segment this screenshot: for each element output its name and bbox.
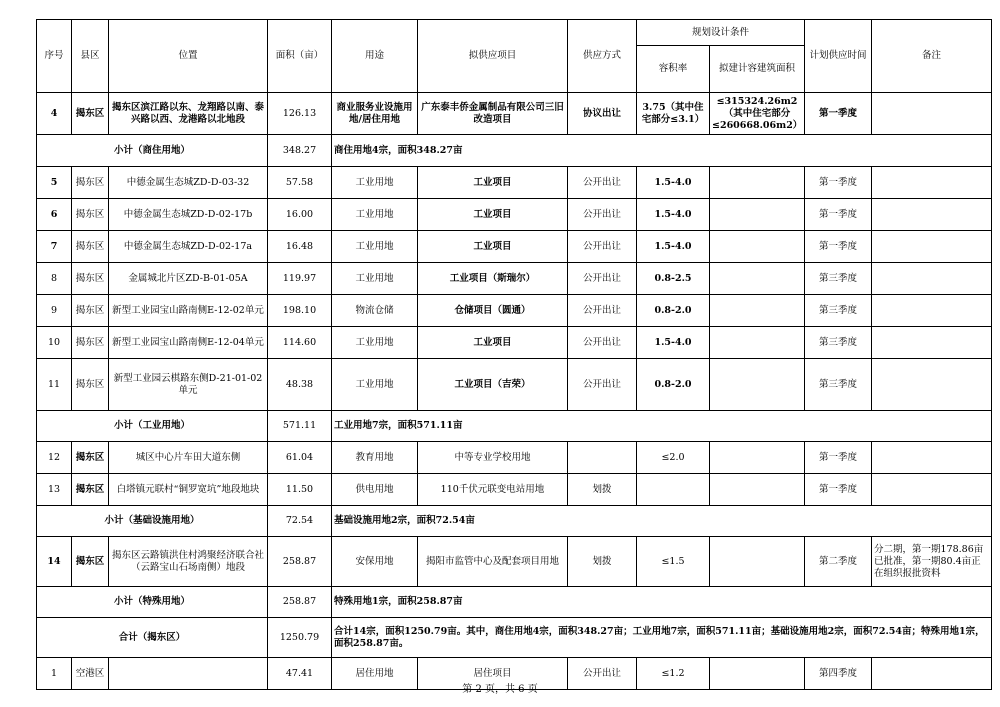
cell-remark xyxy=(872,327,992,359)
cell-location: 新型工业园云棋路东侧D-21-01-02单元 xyxy=(109,359,268,411)
cell-usage: 物流仓储 xyxy=(332,295,418,327)
table-row xyxy=(37,295,992,327)
table-row xyxy=(37,359,992,411)
cell-supply: 划拨 xyxy=(568,537,637,587)
cell-time: 第一季度 xyxy=(805,442,872,474)
header-row xyxy=(37,20,992,46)
header-area: 面积（亩） xyxy=(268,20,332,93)
cell-project: 居住项目 xyxy=(418,658,568,690)
cell-gfa xyxy=(710,537,805,587)
cell-seq: 6 xyxy=(37,199,72,231)
cell-far: 1.5-4.0 xyxy=(637,327,710,359)
cell-seq: 5 xyxy=(37,167,72,199)
cell-location: 揭东区滨江路以东、龙翔路以南、泰兴路以西、龙港路以北地段 xyxy=(109,93,268,135)
cell-usage: 安保用地 xyxy=(332,537,418,587)
cell-far: ≤2.0 xyxy=(637,442,710,474)
cell-project: 工业项目 xyxy=(418,327,568,359)
cell-far: ≤1.2 xyxy=(637,658,710,690)
cell-area: 47.41 xyxy=(268,658,332,690)
cell-seq: 8 xyxy=(37,263,72,295)
header-time: 计划供应时间 xyxy=(805,20,872,93)
cell-seq: 14 xyxy=(37,537,72,587)
cell-location: 中德金属生态城ZD-D-02-17b xyxy=(109,199,268,231)
header-far: 容积率 xyxy=(637,46,710,93)
cell-location: 金属城北片区ZD-B-01-05A xyxy=(109,263,268,295)
header-county: 县区 xyxy=(72,20,109,93)
cell-county: 揭东区 xyxy=(72,231,109,263)
cell-time: 第一季度 xyxy=(805,167,872,199)
cell-area: 61.04 xyxy=(268,442,332,474)
cell-location: 中德金属生态城ZD-D-03-32 xyxy=(109,167,268,199)
cell-area: 119.97 xyxy=(268,263,332,295)
cell-gfa xyxy=(710,474,805,506)
header-location: 位置 xyxy=(109,20,268,93)
cell-time: 第一季度 xyxy=(805,199,872,231)
cell-remark xyxy=(872,359,992,411)
cell-usage: 居住用地 xyxy=(332,658,418,690)
subtotal-summary: 特殊用地1宗，面积258.87亩 xyxy=(332,587,992,618)
cell-time: 第一季度 xyxy=(805,93,872,135)
cell-seq: 13 xyxy=(37,474,72,506)
cell-seq: 12 xyxy=(37,442,72,474)
subtotal-area: 348.27 xyxy=(268,135,332,167)
cell-usage: 工业用地 xyxy=(332,359,418,411)
cell-far: 3.75（其中住宅部分≤3.1） xyxy=(637,93,710,135)
cell-usage: 工业用地 xyxy=(332,231,418,263)
land-supply-table xyxy=(36,19,992,690)
table-row xyxy=(37,537,992,587)
cell-location: 白塔镇元联村“铜罗宽坑”地段地块 xyxy=(109,474,268,506)
subtotal-label: 合计（揭东区） xyxy=(37,618,268,658)
cell-seq: 10 xyxy=(37,327,72,359)
cell-time: 第三季度 xyxy=(805,263,872,295)
cell-county: 揭东区 xyxy=(72,359,109,411)
cell-remark xyxy=(872,442,992,474)
subtotal-label: 小计（基础设施用地） xyxy=(37,506,268,537)
table-row xyxy=(37,199,992,231)
cell-remark xyxy=(872,93,992,135)
cell-project: 揭阳市监管中心及配套项目用地 xyxy=(418,537,568,587)
table-row xyxy=(37,93,992,135)
cell-remark xyxy=(872,474,992,506)
table-row xyxy=(37,167,992,199)
cell-supply: 公开出让 xyxy=(568,359,637,411)
subtotal-summary: 商住用地4宗，面积348.27亩 xyxy=(332,135,992,167)
cell-area: 48.38 xyxy=(268,359,332,411)
cell-area: 16.48 xyxy=(268,231,332,263)
cell-location: 中德金属生态城ZD-D-02-17a xyxy=(109,231,268,263)
cell-remark xyxy=(872,199,992,231)
cell-county: 揭东区 xyxy=(72,327,109,359)
cell-gfa xyxy=(710,263,805,295)
table-row xyxy=(37,442,992,474)
cell-supply: 协议出让 xyxy=(568,93,637,135)
cell-area: 57.58 xyxy=(268,167,332,199)
cell-county: 空港区 xyxy=(72,658,109,690)
subtotal-label: 小计（特殊用地） xyxy=(37,587,268,618)
header-supply: 供应方式 xyxy=(568,20,637,93)
cell-time: 第四季度 xyxy=(805,658,872,690)
cell-supply: 公开出让 xyxy=(568,327,637,359)
subtotal-summary: 合计14宗，面积1250.79亩。其中，商住用地4宗，面积348.27亩；工业用地7宗，面积571.11亩；基础设施用地2宗，面积72.54亩；特殊用地1宗，面积258.87亩。 xyxy=(332,618,992,658)
table-row xyxy=(37,474,992,506)
cell-area: 11.50 xyxy=(268,474,332,506)
subtotal-row xyxy=(37,506,992,537)
cell-far xyxy=(637,474,710,506)
cell-usage: 供电用地 xyxy=(332,474,418,506)
cell-location: 新型工业园宝山路南侧E-12-02单元 xyxy=(109,295,268,327)
cell-usage: 工业用地 xyxy=(332,263,418,295)
cell-project: 广东泰丰侨金属制品有限公司三旧改造项目 xyxy=(418,93,568,135)
cell-seq: 9 xyxy=(37,295,72,327)
subtotal-label: 小计（商住用地） xyxy=(37,135,268,167)
cell-time: 第一季度 xyxy=(805,474,872,506)
cell-far: 0.8-2.0 xyxy=(637,359,710,411)
cell-supply: 公开出让 xyxy=(568,199,637,231)
cell-gfa xyxy=(710,442,805,474)
cell-project: 工业项目 xyxy=(418,199,568,231)
cell-county: 揭东区 xyxy=(72,474,109,506)
cell-area: 258.87 xyxy=(268,537,332,587)
header-usage: 用途 xyxy=(332,20,418,93)
subtotal-row xyxy=(37,411,992,442)
cell-remark: 分二期，第一期178.86亩已批准，第一期80.4亩正在组织报批资料 xyxy=(872,537,992,587)
cell-time: 第二季度 xyxy=(805,537,872,587)
subtotal-summary: 工业用地7宗，面积571.11亩 xyxy=(332,411,992,442)
subtotal-area: 258.87 xyxy=(268,587,332,618)
cell-seq: 11 xyxy=(37,359,72,411)
cell-area: 114.60 xyxy=(268,327,332,359)
cell-time: 第三季度 xyxy=(805,295,872,327)
cell-supply: 公开出让 xyxy=(568,658,637,690)
cell-project: 中等专业学校用地 xyxy=(418,442,568,474)
subtotal-label: 小计（工业用地） xyxy=(37,411,268,442)
cell-location: 新型工业园宝山路南侧E-12-04单元 xyxy=(109,327,268,359)
cell-usage: 教育用地 xyxy=(332,442,418,474)
subtotal-area: 72.54 xyxy=(268,506,332,537)
subtotal-row xyxy=(37,618,992,658)
cell-gfa xyxy=(710,359,805,411)
cell-gfa xyxy=(710,327,805,359)
subtotal-area: 571.11 xyxy=(268,411,332,442)
cell-gfa: ≤315324.26m2（其中住宅部分≤260668.06m2） xyxy=(710,93,805,135)
cell-usage: 商业服务业设施用地/居住用地 xyxy=(332,93,418,135)
cell-county: 揭东区 xyxy=(72,167,109,199)
cell-supply: 公开出让 xyxy=(568,231,637,263)
cell-seq: 4 xyxy=(37,93,72,135)
cell-project: 工业项目 xyxy=(418,167,568,199)
table-row xyxy=(37,327,992,359)
cell-far: 1.5-4.0 xyxy=(637,231,710,263)
cell-seq: 1 xyxy=(37,658,72,690)
cell-usage: 工业用地 xyxy=(332,327,418,359)
cell-project: 工业项目（斯瑞尔） xyxy=(418,263,568,295)
cell-project: 工业项目（吉荣） xyxy=(418,359,568,411)
cell-county: 揭东区 xyxy=(72,263,109,295)
cell-area: 198.10 xyxy=(268,295,332,327)
cell-gfa xyxy=(710,199,805,231)
cell-county: 揭东区 xyxy=(72,93,109,135)
cell-county: 揭东区 xyxy=(72,442,109,474)
header-seq: 序号 xyxy=(37,20,72,93)
table-row xyxy=(37,263,992,295)
subtotal-row xyxy=(37,135,992,167)
header-project: 拟供应项目 xyxy=(418,20,568,93)
cell-far: 0.8-2.0 xyxy=(637,295,710,327)
cell-supply: 公开出让 xyxy=(568,295,637,327)
cell-far: 1.5-4.0 xyxy=(637,167,710,199)
header-remark: 备注 xyxy=(872,20,992,93)
cell-gfa xyxy=(710,295,805,327)
cell-far: 1.5-4.0 xyxy=(637,199,710,231)
cell-remark xyxy=(872,295,992,327)
cell-remark xyxy=(872,231,992,263)
page-footer: 第 2 页，共 6 页 xyxy=(462,684,538,695)
cell-time: 第三季度 xyxy=(805,359,872,411)
cell-area: 16.00 xyxy=(268,199,332,231)
cell-far: ≤1.5 xyxy=(637,537,710,587)
table-row xyxy=(37,231,992,263)
cell-far: 0.8-2.5 xyxy=(637,263,710,295)
cell-seq: 7 xyxy=(37,231,72,263)
cell-location: 揭东区云路镇洪住村鸿聚经济联合社（云路宝山石场南侧）地段 xyxy=(109,537,268,587)
cell-usage: 工业用地 xyxy=(332,199,418,231)
cell-time: 第一季度 xyxy=(805,231,872,263)
header-planning: 规划设计条件 xyxy=(637,20,805,46)
cell-supply: 公开出让 xyxy=(568,263,637,295)
cell-gfa xyxy=(710,231,805,263)
cell-gfa xyxy=(710,167,805,199)
cell-county: 揭东区 xyxy=(72,537,109,587)
cell-project: 工业项目 xyxy=(418,231,568,263)
cell-location: 城区中心片车田大道东侧 xyxy=(109,442,268,474)
cell-usage: 工业用地 xyxy=(332,167,418,199)
cell-project: 仓储项目（圆通） xyxy=(418,295,568,327)
cell-county: 揭东区 xyxy=(72,295,109,327)
cell-time: 第三季度 xyxy=(805,327,872,359)
cell-area: 126.13 xyxy=(268,93,332,135)
subtotal-summary: 基础设施用地2宗，面积72.54亩 xyxy=(332,506,992,537)
cell-project: 110千伏元联变电站用地 xyxy=(418,474,568,506)
subtotal-area: 1250.79 xyxy=(268,618,332,658)
cell-supply xyxy=(568,442,637,474)
cell-remark xyxy=(872,263,992,295)
subtotal-row xyxy=(37,587,992,618)
header-gfa: 拟建计容建筑面积 xyxy=(710,46,805,93)
cell-county: 揭东区 xyxy=(72,199,109,231)
cell-remark xyxy=(872,167,992,199)
cell-supply: 公开出让 xyxy=(568,167,637,199)
cell-supply: 划拨 xyxy=(568,474,637,506)
